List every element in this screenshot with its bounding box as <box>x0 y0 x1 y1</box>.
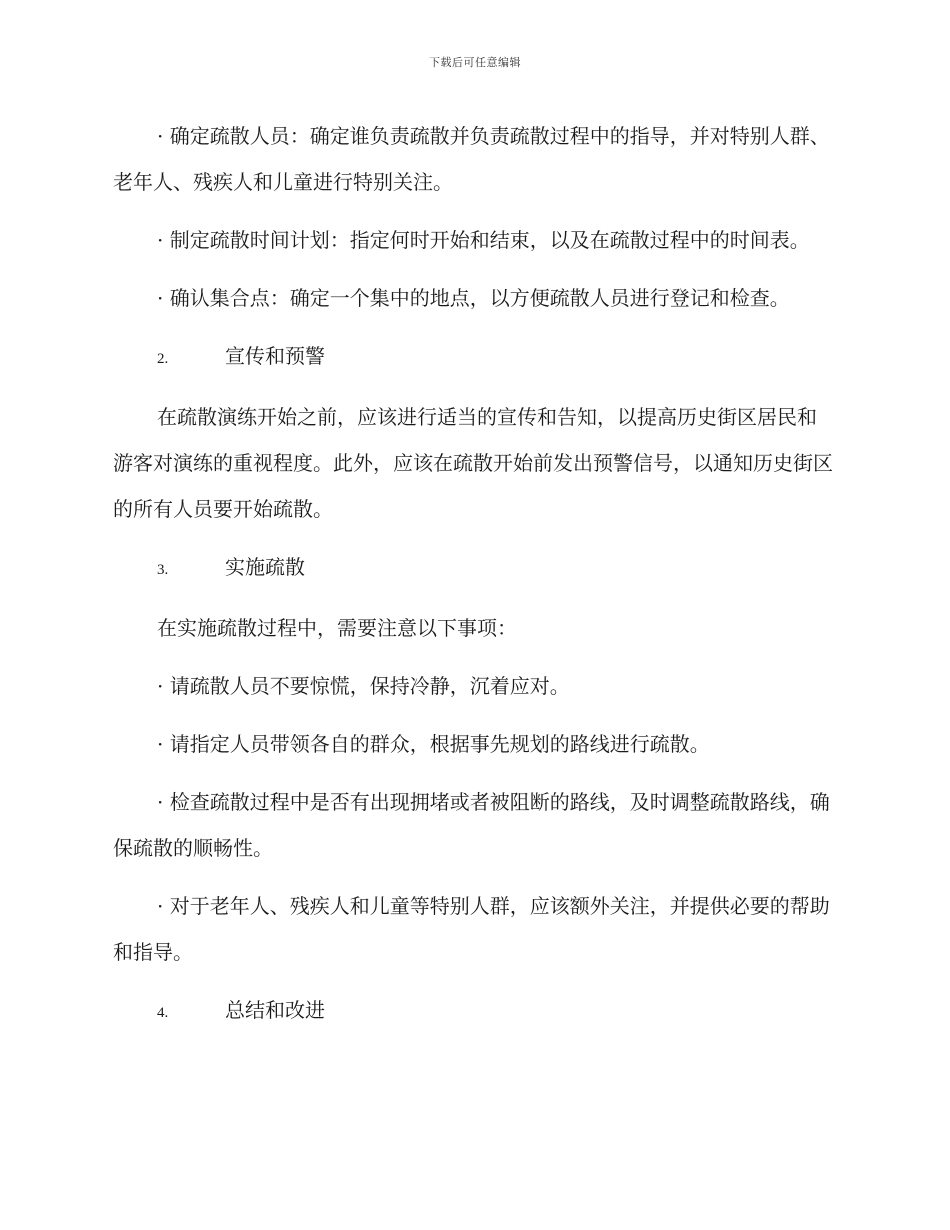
section-heading <box>113 544 835 593</box>
body-paragraph: 在实施疏散过程中，需要注意以下事项： <box>157 616 517 640</box>
body-paragraph: 在疏散演练开始之前，应该进行适当的宣传和告知，以提高历史街区居民和游客对演练的重视程度。此外，应该在疏散开始前发出预警信号，以通知历史街区的所有人员要开始疏散。 <box>113 405 833 521</box>
section-number: 2. <box>157 351 169 367</box>
bullet-paragraph: · 请指定人员带领各自的群众，根据事先规划的路线进行疏散。 <box>157 732 710 756</box>
section-number: 4. <box>157 1005 169 1021</box>
bullet-paragraph: · 对于老年人、残疾人和儿童等特别人群，应该额外关注，并提供必要的帮助和指导。 <box>113 894 830 964</box>
section-title: 宣传和预警 <box>225 344 325 368</box>
bullet-paragraph: · 检查疏散过程中是否有出现拥堵或者被阻断的路线，及时调整疏散路线，确保疏散的顺畅性。 <box>113 790 830 860</box>
section-number: 3. <box>157 562 169 578</box>
section-title: 总结和改进 <box>225 998 325 1022</box>
bullet-paragraph: · 确认集合点：确定一个集中的地点，以方便疏散人员进行登记和检查。 <box>157 286 790 310</box>
bullet-paragraph: · 请疏散人员不要惊慌，保持冷静，沉着应对。 <box>157 674 570 698</box>
bullet-paragraph: · 确定疏散人员：确定谁负责疏散并负责疏散过程中的指导，并对特别人群、老年人、残疾人和儿童进行特别关注。 <box>113 124 830 194</box>
bullet-paragraph: · 制定疏散时间计划：指定何时开始和结束，以及在疏散过程中的时间表。 <box>157 228 810 252</box>
section-heading <box>113 333 835 382</box>
section-title: 实施疏散 <box>225 555 305 579</box>
page-header: 下载后可任意编辑 <box>429 56 521 69</box>
section-heading <box>113 987 835 1036</box>
document-body <box>113 113 835 1048</box>
